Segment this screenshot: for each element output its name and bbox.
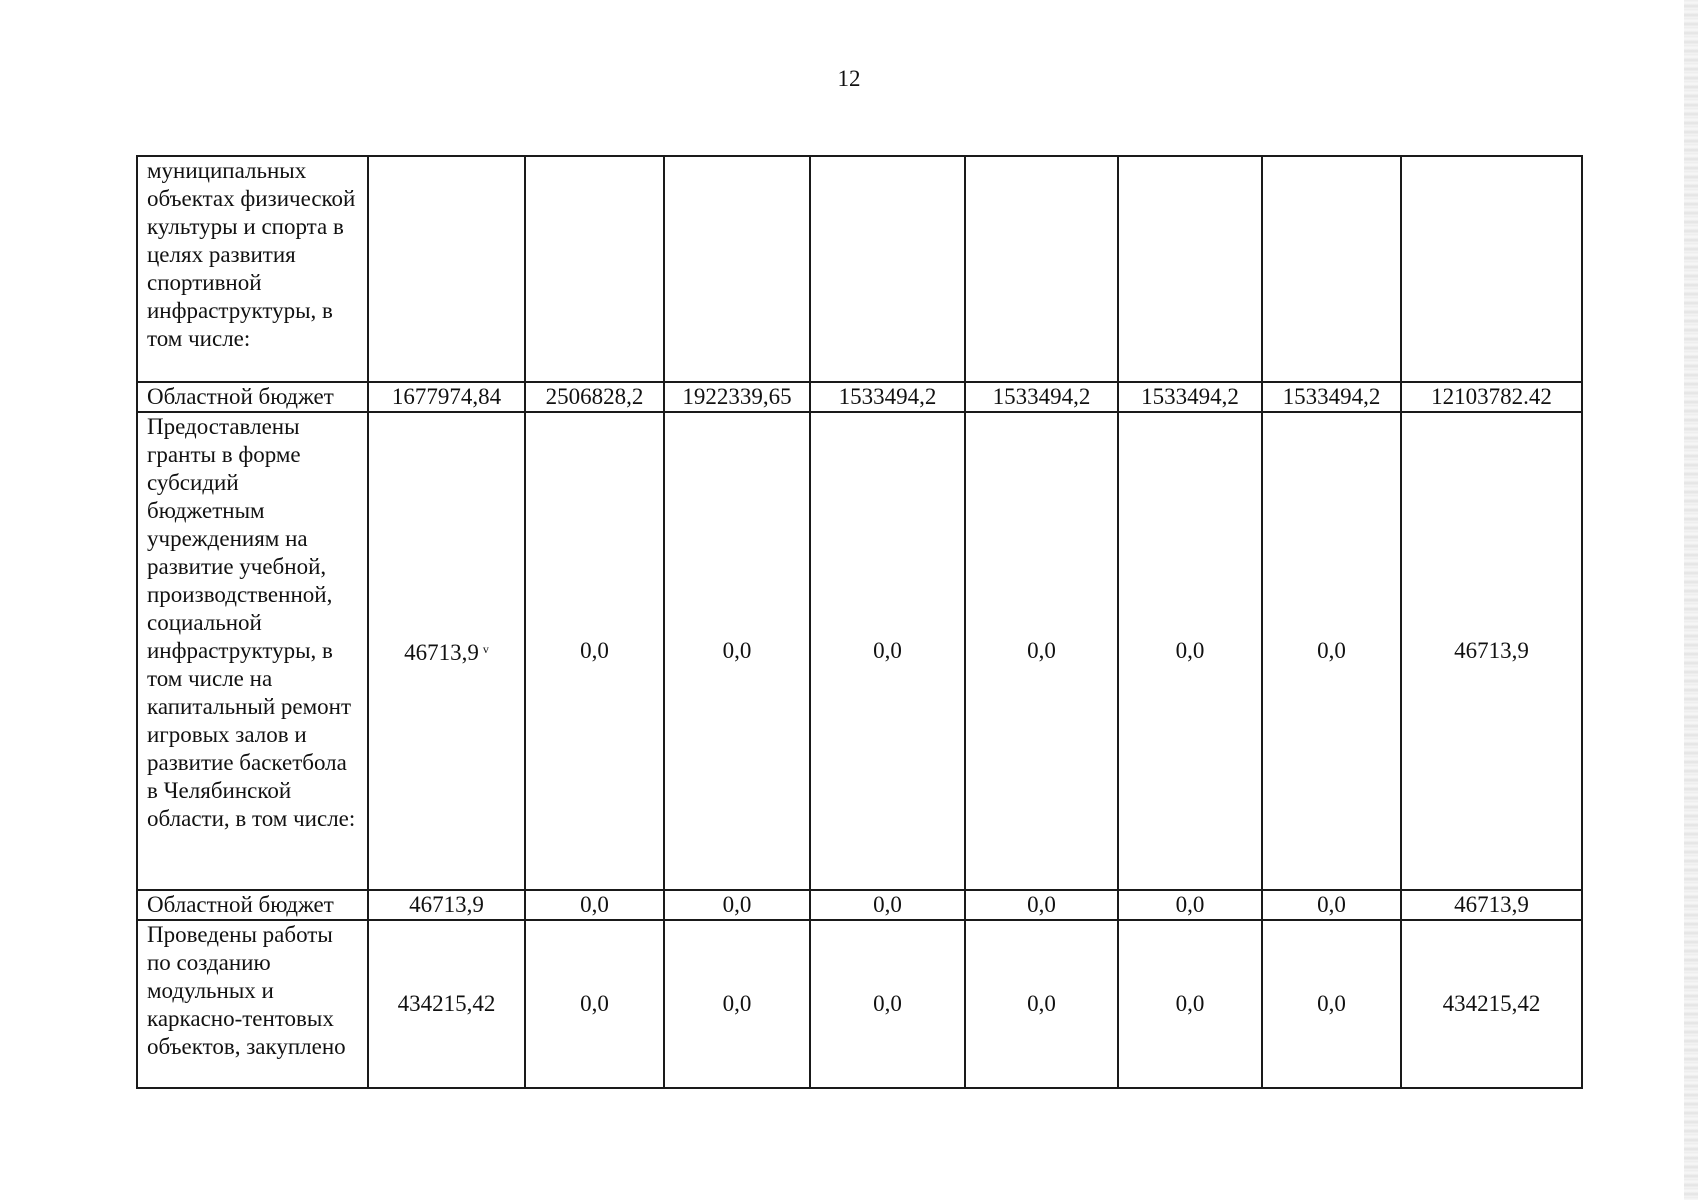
table-row (137, 890, 1582, 920)
table-cell: 1533494,2 (1262, 382, 1401, 412)
table-cell: 2506828,2 (525, 382, 664, 412)
table-cell: 0,0 (525, 890, 664, 920)
row-label: Проведены работы по созданию модульных и каркасно-тентовых объектов, закуплено (137, 920, 368, 1088)
table-cell: 0,0 (965, 890, 1118, 920)
table-cell: 0,0 (810, 412, 965, 890)
table-cell: 0,0 (810, 890, 965, 920)
table-cell: 434215,42 (368, 920, 525, 1088)
cell-value: 46713,9 (404, 640, 479, 665)
table-cell: 0,0 (965, 920, 1118, 1088)
table-cell: 1533494,2 (965, 382, 1118, 412)
table-cell: 0,0 (810, 920, 965, 1088)
table-cell: 0,0 (1118, 890, 1262, 920)
table-cell (368, 156, 525, 382)
page-number: 12 (837, 66, 861, 91)
table-cell: 46713,9 (1401, 412, 1582, 890)
row-label: муниципальных объектах физической культуры и спорта в целях развития спортивной инфраструктуры, в том числе: (137, 156, 368, 382)
table-cell: 0,0 (1118, 412, 1262, 890)
row-label: Областной бюджет (137, 890, 368, 920)
table-cell: 1922339,65 (664, 382, 810, 412)
table-cell: 0,0 (965, 412, 1118, 890)
table-cell (525, 156, 664, 382)
table-cell: 1533494,2 (1118, 382, 1262, 412)
table-cell: 46713,9 (1401, 890, 1582, 920)
table-cell (368, 412, 525, 890)
table-cell (965, 156, 1118, 382)
table-cell: 0,0 (664, 412, 810, 890)
table-row (137, 412, 1582, 890)
row-label: Предоставлены гранты в форме субсидий бюджетным учреждениям на развитие учебной, производственной, социальной инфраструктуры, в том числе на капитальный ремонт игровых залов и развитие баскетбола в Челябинской области, в том числе: (137, 412, 368, 890)
table-cell: 0,0 (1262, 412, 1401, 890)
table-cell: 0,0 (664, 920, 810, 1088)
check-mark: v (482, 642, 489, 656)
table-cell: 0,0 (1262, 920, 1401, 1088)
table-cell: 0,0 (1118, 920, 1262, 1088)
table-cell: 1533494,2 (810, 382, 965, 412)
table-row (137, 156, 1582, 382)
table-cell (1401, 156, 1582, 382)
table-cell: 0,0 (525, 412, 664, 890)
table-cell (664, 156, 810, 382)
row-label: Областной бюджет (137, 382, 368, 412)
table-cell: 0,0 (664, 890, 810, 920)
table-cell (810, 156, 965, 382)
table-cell: 0,0 (525, 920, 664, 1088)
table-cell: 46713,9 (368, 890, 525, 920)
table-cell: 434215,42 (1401, 920, 1582, 1088)
table-cell: 1677974,84 (368, 382, 525, 412)
table-cell (1262, 156, 1401, 382)
budget-table (136, 155, 1583, 1089)
table-row (137, 920, 1582, 1088)
scan-edge (1684, 0, 1698, 1200)
table-cell: 0,0 (1262, 890, 1401, 920)
table-cell: 12103782.42 (1401, 382, 1582, 412)
table-cell (1118, 156, 1262, 382)
table-row (137, 382, 1582, 412)
